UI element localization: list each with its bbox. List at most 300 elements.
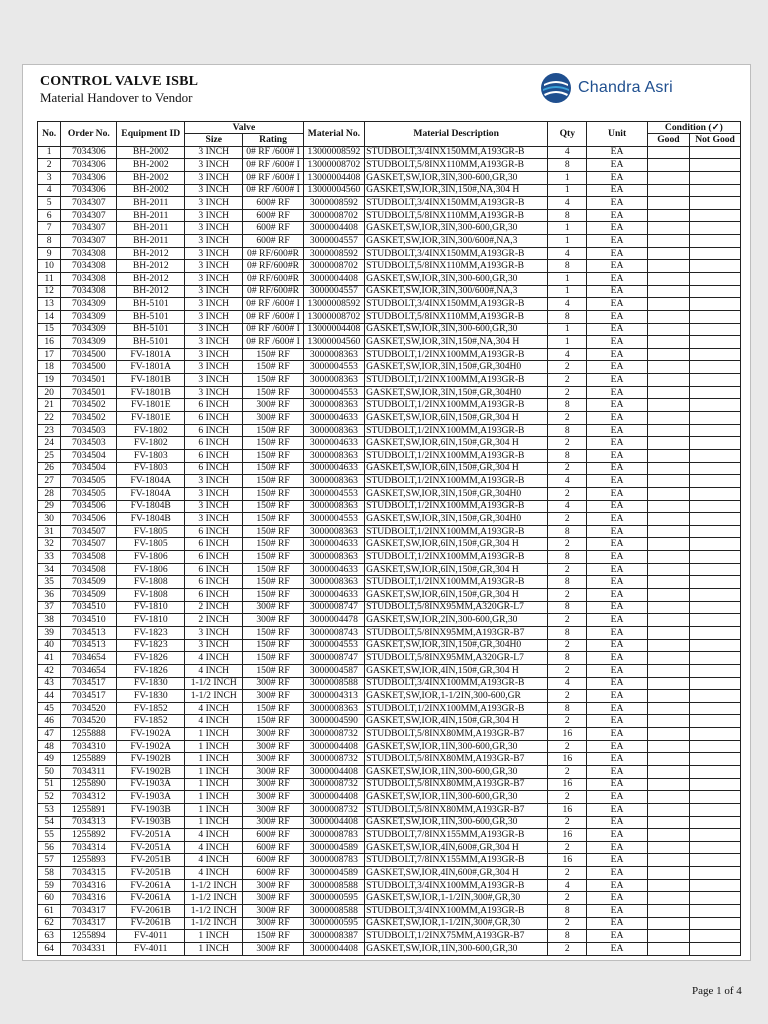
header-rating: Rating: [243, 134, 303, 146]
cell-qty: 1: [548, 273, 587, 286]
cell-unit: EA: [587, 905, 647, 918]
cell-condition-good[interactable]: [647, 589, 689, 602]
cell-condition-not-good[interactable]: [690, 525, 741, 538]
cell-qty: 1: [548, 222, 587, 235]
cell-material-description: GASKET,SW,IOR,3IN,300-600,GR,30: [365, 273, 548, 286]
cell-condition-good[interactable]: [647, 715, 689, 728]
cell-qty: 2: [548, 816, 587, 829]
cell-equipment-id: BH-5101: [117, 298, 185, 311]
cell-size: 3 INCH: [185, 273, 243, 286]
table-row: [38, 841, 741, 854]
cell-condition-not-good[interactable]: [690, 412, 741, 425]
cell-order-no: 7034317: [61, 905, 117, 918]
cell-condition-not-good[interactable]: [690, 892, 741, 905]
cell-equipment-id: BH-5101: [117, 336, 185, 349]
cell-condition-not-good[interactable]: [690, 601, 741, 614]
cell-condition-good[interactable]: [647, 323, 689, 336]
cell-condition-not-good[interactable]: [690, 930, 741, 943]
cell-condition-not-good[interactable]: [690, 740, 741, 753]
cell-condition-not-good[interactable]: [690, 424, 741, 437]
cell-condition-not-good[interactable]: [690, 677, 741, 690]
cell-rating: 150# RF: [243, 449, 303, 462]
cell-material-no: 3000008363: [303, 348, 364, 361]
cell-size: 4 INCH: [185, 652, 243, 665]
cell-material-no: 3000004557: [303, 235, 364, 248]
cell-condition-not-good[interactable]: [690, 664, 741, 677]
logo-text: Chandra Asri: [578, 79, 673, 96]
cell-condition-good[interactable]: [647, 626, 689, 639]
cell-condition-good[interactable]: [647, 538, 689, 551]
cell-no: 18: [38, 361, 61, 374]
cell-condition-good[interactable]: [647, 551, 689, 564]
cell-material-description: STUDBOLT,1/2INX100MM,A193GR-B: [365, 475, 548, 488]
cell-qty: 8: [548, 159, 587, 172]
cell-material-description: GASKET,SW,IOR,3IN,300/600#,NA,3: [365, 235, 548, 248]
cell-rating: 600# RF: [243, 867, 303, 880]
cell-condition-good[interactable]: [647, 513, 689, 526]
cell-condition-good[interactable]: [647, 917, 689, 930]
header-valve: Valve: [185, 122, 304, 134]
cell-condition-good[interactable]: [647, 348, 689, 361]
cell-condition-good[interactable]: [647, 778, 689, 791]
cell-size: 1 INCH: [185, 816, 243, 829]
cell-rating: 600# RF: [243, 854, 303, 867]
cell-no: 46: [38, 715, 61, 728]
cell-condition-not-good[interactable]: [690, 159, 741, 172]
cell-size: 4 INCH: [185, 829, 243, 842]
cell-condition-not-good[interactable]: [690, 803, 741, 816]
cell-condition-good[interactable]: [647, 197, 689, 210]
cell-order-no: 7034310: [61, 740, 117, 753]
cell-material-no: 3000004633: [303, 538, 364, 551]
cell-condition-good[interactable]: [647, 816, 689, 829]
cell-condition-not-good[interactable]: [690, 753, 741, 766]
table-row: [38, 348, 741, 361]
table-row: [38, 500, 741, 513]
cell-no: 4: [38, 184, 61, 197]
cell-material-no: 3000004553: [303, 361, 364, 374]
cell-material-description: STUDBOLT,3/4INX100MM,A193GR-B: [365, 905, 548, 918]
cell-condition-not-good[interactable]: [690, 500, 741, 513]
cell-qty: 8: [548, 930, 587, 943]
cell-condition-not-good[interactable]: [690, 652, 741, 665]
cell-condition-not-good[interactable]: [690, 778, 741, 791]
cell-condition-good[interactable]: [647, 437, 689, 450]
cell-size: 1 INCH: [185, 753, 243, 766]
cell-no: 63: [38, 930, 61, 943]
table-row: [38, 765, 741, 778]
cell-condition-good[interactable]: [647, 310, 689, 323]
cell-no: 59: [38, 879, 61, 892]
cell-no: 2: [38, 159, 61, 172]
cell-condition-not-good[interactable]: [690, 690, 741, 703]
cell-condition-good[interactable]: [647, 235, 689, 248]
cell-no: 7: [38, 222, 61, 235]
cell-size: 3 INCH: [185, 323, 243, 336]
cell-material-no: 13000008702: [303, 159, 364, 172]
cell-condition-not-good[interactable]: [690, 273, 741, 286]
cell-condition-good[interactable]: [647, 867, 689, 880]
cell-condition-not-good[interactable]: [690, 589, 741, 602]
cell-condition-good[interactable]: [647, 273, 689, 286]
cell-material-no: 3000004553: [303, 487, 364, 500]
cell-condition-not-good[interactable]: [690, 614, 741, 627]
cell-rating: 150# RF: [243, 374, 303, 387]
cell-material-no: 3000008363: [303, 475, 364, 488]
cell-unit: EA: [587, 589, 647, 602]
cell-qty: 2: [548, 614, 587, 627]
cell-unit: EA: [587, 171, 647, 184]
cell-equipment-id: FV-1804A: [117, 487, 185, 500]
cell-material-no: 3000008783: [303, 854, 364, 867]
table-row: [38, 462, 741, 475]
cell-condition-not-good[interactable]: [690, 235, 741, 248]
cell-condition-not-good[interactable]: [690, 336, 741, 349]
cell-equipment-id: BH-2002: [117, 146, 185, 159]
cell-condition-good[interactable]: [647, 412, 689, 425]
cell-material-description: GASKET,SW,IOR,4IN,150#,GR,304 H: [365, 664, 548, 677]
cell-condition-not-good[interactable]: [690, 475, 741, 488]
cell-condition-not-good[interactable]: [690, 867, 741, 880]
cell-condition-good[interactable]: [647, 841, 689, 854]
cell-rating: 150# RF: [243, 930, 303, 943]
cell-condition-not-good[interactable]: [690, 348, 741, 361]
cell-no: 13: [38, 298, 61, 311]
cell-condition-good[interactable]: [647, 209, 689, 222]
cell-no: 21: [38, 399, 61, 412]
cell-order-no: 1255889: [61, 753, 117, 766]
table-row: [38, 892, 741, 905]
cell-unit: EA: [587, 677, 647, 690]
cell-rating: 150# RF: [243, 639, 303, 652]
cell-condition-good[interactable]: [647, 639, 689, 652]
cell-unit: EA: [587, 601, 647, 614]
document-page: [22, 64, 751, 961]
cell-condition-good[interactable]: [647, 803, 689, 816]
cell-condition-good[interactable]: [647, 576, 689, 589]
cell-rating: 600# RF: [243, 841, 303, 854]
cell-condition-good[interactable]: [647, 753, 689, 766]
cell-condition-good[interactable]: [647, 829, 689, 842]
cell-condition-not-good[interactable]: [690, 942, 741, 955]
cell-condition-not-good[interactable]: [690, 487, 741, 500]
cell-condition-good[interactable]: [647, 728, 689, 741]
table-row: [38, 690, 741, 703]
cell-size: 6 INCH: [185, 462, 243, 475]
cell-rating: 150# RF: [243, 576, 303, 589]
cell-qty: 2: [548, 942, 587, 955]
cell-condition-good[interactable]: [647, 336, 689, 349]
cell-material-no: 3000008588: [303, 879, 364, 892]
table-row: [38, 449, 741, 462]
header-no: No.: [38, 122, 61, 147]
cell-order-no: 7034505: [61, 475, 117, 488]
cell-condition-good[interactable]: [647, 905, 689, 918]
cell-qty: 2: [548, 892, 587, 905]
cell-condition-not-good[interactable]: [690, 917, 741, 930]
cell-condition-good[interactable]: [647, 765, 689, 778]
cell-rating: 600# RF: [243, 829, 303, 842]
cell-condition-not-good[interactable]: [690, 538, 741, 551]
cell-condition-good[interactable]: [647, 892, 689, 905]
cell-material-description: STUDBOLT,1/2INX100MM,A193GR-B: [365, 576, 548, 589]
cell-condition-not-good[interactable]: [690, 285, 741, 298]
cell-qty: 2: [548, 765, 587, 778]
cell-unit: EA: [587, 437, 647, 450]
cell-material-no: 3000004633: [303, 589, 364, 602]
cell-equipment-id: FV-1803: [117, 449, 185, 462]
cell-condition-not-good[interactable]: [690, 374, 741, 387]
cell-condition-not-good[interactable]: [690, 323, 741, 336]
cell-condition-not-good[interactable]: [690, 551, 741, 564]
cell-condition-not-good[interactable]: [690, 298, 741, 311]
cell-material-no: 13000008592: [303, 146, 364, 159]
cell-material-no: 3000004633: [303, 563, 364, 576]
cell-condition-not-good[interactable]: [690, 462, 741, 475]
cell-condition-not-good[interactable]: [690, 399, 741, 412]
cell-condition-good[interactable]: [647, 525, 689, 538]
cell-condition-good[interactable]: [647, 690, 689, 703]
cell-condition-not-good[interactable]: [690, 247, 741, 260]
cell-size: 1-1/2 INCH: [185, 690, 243, 703]
table-row: [38, 652, 741, 665]
cell-material-description: GASKET,SW,IOR,4IN,600#,GR,304 H: [365, 867, 548, 880]
cell-material-description: GASKET,SW,IOR,6IN,150#,GR,304 H: [365, 412, 548, 425]
cell-condition-not-good[interactable]: [690, 829, 741, 842]
cell-condition-good[interactable]: [647, 285, 689, 298]
cell-qty: 8: [548, 551, 587, 564]
cell-material-description: GASKET,SW,IOR,4IN,600#,GR,304 H: [365, 841, 548, 854]
cell-material-no: 3000008363: [303, 424, 364, 437]
cell-qty: 8: [548, 905, 587, 918]
cell-size: 3 INCH: [185, 475, 243, 488]
cell-condition-good[interactable]: [647, 664, 689, 677]
cell-condition-not-good[interactable]: [690, 702, 741, 715]
cell-condition-not-good[interactable]: [690, 361, 741, 374]
cell-unit: EA: [587, 942, 647, 955]
cell-equipment-id: FV-1902B: [117, 765, 185, 778]
cell-material-no: 3000004553: [303, 639, 364, 652]
cell-condition-not-good[interactable]: [690, 260, 741, 273]
cell-qty: 1: [548, 336, 587, 349]
cell-no: 44: [38, 690, 61, 703]
cell-order-no: 7034309: [61, 323, 117, 336]
cell-order-no: 1255890: [61, 778, 117, 791]
cell-condition-good[interactable]: [647, 171, 689, 184]
cell-condition-not-good[interactable]: [690, 854, 741, 867]
cell-material-description: GASKET,SW,IOR,6IN,150#,GR,304 H: [365, 462, 548, 475]
cell-condition-good[interactable]: [647, 854, 689, 867]
cell-condition-not-good[interactable]: [690, 791, 741, 804]
table-row: [38, 285, 741, 298]
cell-condition-not-good[interactable]: [690, 146, 741, 159]
cell-material-no: 3000008743: [303, 626, 364, 639]
cell-condition-good[interactable]: [647, 298, 689, 311]
cell-no: 10: [38, 260, 61, 273]
cell-material-description: STUDBOLT,3/4INX150MM,A193GR-B: [365, 146, 548, 159]
cell-rating: 600# RF: [243, 235, 303, 248]
cell-condition-not-good[interactable]: [690, 728, 741, 741]
cell-condition-not-good[interactable]: [690, 765, 741, 778]
cell-size: 1-1/2 INCH: [185, 879, 243, 892]
cell-condition-good[interactable]: [647, 677, 689, 690]
header-not-good: Not Good: [690, 134, 741, 146]
cell-condition-not-good[interactable]: [690, 449, 741, 462]
cell-no: 53: [38, 803, 61, 816]
cell-condition-not-good[interactable]: [690, 905, 741, 918]
cell-unit: EA: [587, 930, 647, 943]
table-row: [38, 437, 741, 450]
cell-condition-not-good[interactable]: [690, 437, 741, 450]
cell-unit: EA: [587, 728, 647, 741]
cell-condition-not-good[interactable]: [690, 184, 741, 197]
cell-condition-not-good[interactable]: [690, 563, 741, 576]
cell-condition-good[interactable]: [647, 361, 689, 374]
cell-condition-good[interactable]: [647, 260, 689, 273]
cell-rating: 300# RF: [243, 690, 303, 703]
cell-rating: 0# RF /600# I: [243, 336, 303, 349]
cell-material-description: STUDBOLT,1/2INX75MM,A193GR-B7: [365, 930, 548, 943]
cell-qty: 2: [548, 462, 587, 475]
cell-condition-good[interactable]: [647, 424, 689, 437]
cell-condition-good[interactable]: [647, 791, 689, 804]
cell-condition-good[interactable]: [647, 462, 689, 475]
cell-condition-not-good[interactable]: [690, 816, 741, 829]
cell-no: 48: [38, 740, 61, 753]
header-material-description: Material Description: [365, 122, 548, 147]
cell-condition-good[interactable]: [647, 399, 689, 412]
cell-condition-not-good[interactable]: [690, 879, 741, 892]
table-row: [38, 475, 741, 488]
cell-equipment-id: FV-1810: [117, 601, 185, 614]
cell-size: 6 INCH: [185, 551, 243, 564]
cell-condition-good[interactable]: [647, 449, 689, 462]
cell-condition-not-good[interactable]: [690, 576, 741, 589]
cell-no: 17: [38, 348, 61, 361]
cell-no: 16: [38, 336, 61, 349]
cell-material-description: STUDBOLT,1/2INX100MM,A193GR-B: [365, 525, 548, 538]
cell-condition-good[interactable]: [647, 184, 689, 197]
cell-material-description: GASKET,SW,IOR,3IN,150#,GR,304H0: [365, 513, 548, 526]
cell-material-description: GASKET,SW,IOR,3IN,300-600,GR,30: [365, 171, 548, 184]
cell-rating: 0# RF/600#R: [243, 260, 303, 273]
cell-no: 60: [38, 892, 61, 905]
cell-condition-good[interactable]: [647, 475, 689, 488]
cell-qty: 4: [548, 247, 587, 260]
cell-order-no: 7034331: [61, 942, 117, 955]
cell-condition-good[interactable]: [647, 500, 689, 513]
cell-condition-good[interactable]: [647, 247, 689, 260]
cell-condition-not-good[interactable]: [690, 626, 741, 639]
cell-condition-not-good[interactable]: [690, 639, 741, 652]
cell-condition-good[interactable]: [647, 702, 689, 715]
cell-condition-good[interactable]: [647, 601, 689, 614]
cell-condition-good[interactable]: [647, 614, 689, 627]
cell-unit: EA: [587, 412, 647, 425]
cell-qty: 8: [548, 399, 587, 412]
cell-condition-good[interactable]: [647, 487, 689, 500]
cell-material-description: GASKET,SW,IOR,3IN,150#,NA,304 H: [365, 184, 548, 197]
cell-condition-not-good[interactable]: [690, 310, 741, 323]
cell-condition-not-good[interactable]: [690, 171, 741, 184]
cell-material-description: STUDBOLT,7/8INX155MM,A193GR-B: [365, 854, 548, 867]
cell-order-no: 7034308: [61, 285, 117, 298]
cell-condition-good[interactable]: [647, 879, 689, 892]
cell-qty: 4: [548, 475, 587, 488]
cell-condition-good[interactable]: [647, 146, 689, 159]
cell-condition-not-good[interactable]: [690, 197, 741, 210]
cell-rating: 300# RF: [243, 803, 303, 816]
cell-no: 54: [38, 816, 61, 829]
cell-size: 6 INCH: [185, 437, 243, 450]
cell-equipment-id: FV-1801B: [117, 374, 185, 387]
cell-condition-not-good[interactable]: [690, 222, 741, 235]
cell-order-no: 7034510: [61, 614, 117, 627]
cell-condition-not-good[interactable]: [690, 386, 741, 399]
cell-condition-good[interactable]: [647, 652, 689, 665]
cell-order-no: 7034308: [61, 273, 117, 286]
cell-unit: EA: [587, 702, 647, 715]
cell-unit: EA: [587, 222, 647, 235]
cell-condition-not-good[interactable]: [690, 715, 741, 728]
cell-unit: EA: [587, 513, 647, 526]
cell-rating: 150# RF: [243, 475, 303, 488]
cell-material-description: GASKET,SW,IOR,1IN,300-600,GR,30: [365, 791, 548, 804]
cell-condition-good[interactable]: [647, 942, 689, 955]
cell-material-description: GASKET,SW,IOR,1-1/2IN,300-600,GR: [365, 690, 548, 703]
cell-equipment-id: FV-2061A: [117, 892, 185, 905]
cell-material-no: 3000004633: [303, 462, 364, 475]
table-row: [38, 487, 741, 500]
cell-condition-good[interactable]: [647, 386, 689, 399]
cell-equipment-id: FV-1803: [117, 462, 185, 475]
cell-equipment-id: FV-4011: [117, 930, 185, 943]
cell-condition-not-good[interactable]: [690, 513, 741, 526]
cell-condition-good[interactable]: [647, 563, 689, 576]
cell-material-no: 3000008363: [303, 500, 364, 513]
cell-condition-good[interactable]: [647, 740, 689, 753]
cell-condition-good[interactable]: [647, 222, 689, 235]
cell-rating: 150# RF: [243, 424, 303, 437]
cell-condition-good[interactable]: [647, 159, 689, 172]
cell-order-no: 7034307: [61, 197, 117, 210]
cell-material-description: GASKET,SW,IOR,3IN,150#,GR,304H0: [365, 639, 548, 652]
cell-qty: 4: [548, 500, 587, 513]
cell-condition-good[interactable]: [647, 374, 689, 387]
cell-material-no: 13000004408: [303, 171, 364, 184]
cell-material-description: GASKET,SW,IOR,1-1/2IN,300#,GR,30: [365, 917, 548, 930]
cell-condition-not-good[interactable]: [690, 841, 741, 854]
cell-no: 22: [38, 412, 61, 425]
cell-order-no: 7034520: [61, 702, 117, 715]
cell-condition-not-good[interactable]: [690, 209, 741, 222]
table-row: [38, 374, 741, 387]
cell-condition-good[interactable]: [647, 930, 689, 943]
cell-order-no: 7034506: [61, 513, 117, 526]
table-row: [38, 614, 741, 627]
cell-material-description: STUDBOLT,5/8INX110MM,A193GR-B: [365, 310, 548, 323]
table-row: [38, 260, 741, 273]
cell-qty: 1: [548, 184, 587, 197]
cell-material-description: STUDBOLT,3/4INX150MM,A193GR-B: [365, 197, 548, 210]
cell-no: 23: [38, 424, 61, 437]
cell-order-no: 7034306: [61, 171, 117, 184]
cell-unit: EA: [587, 791, 647, 804]
cell-material-no: 3000008732: [303, 778, 364, 791]
cell-rating: 0# RF/600#R: [243, 285, 303, 298]
cell-no: 26: [38, 462, 61, 475]
cell-order-no: 7034504: [61, 449, 117, 462]
